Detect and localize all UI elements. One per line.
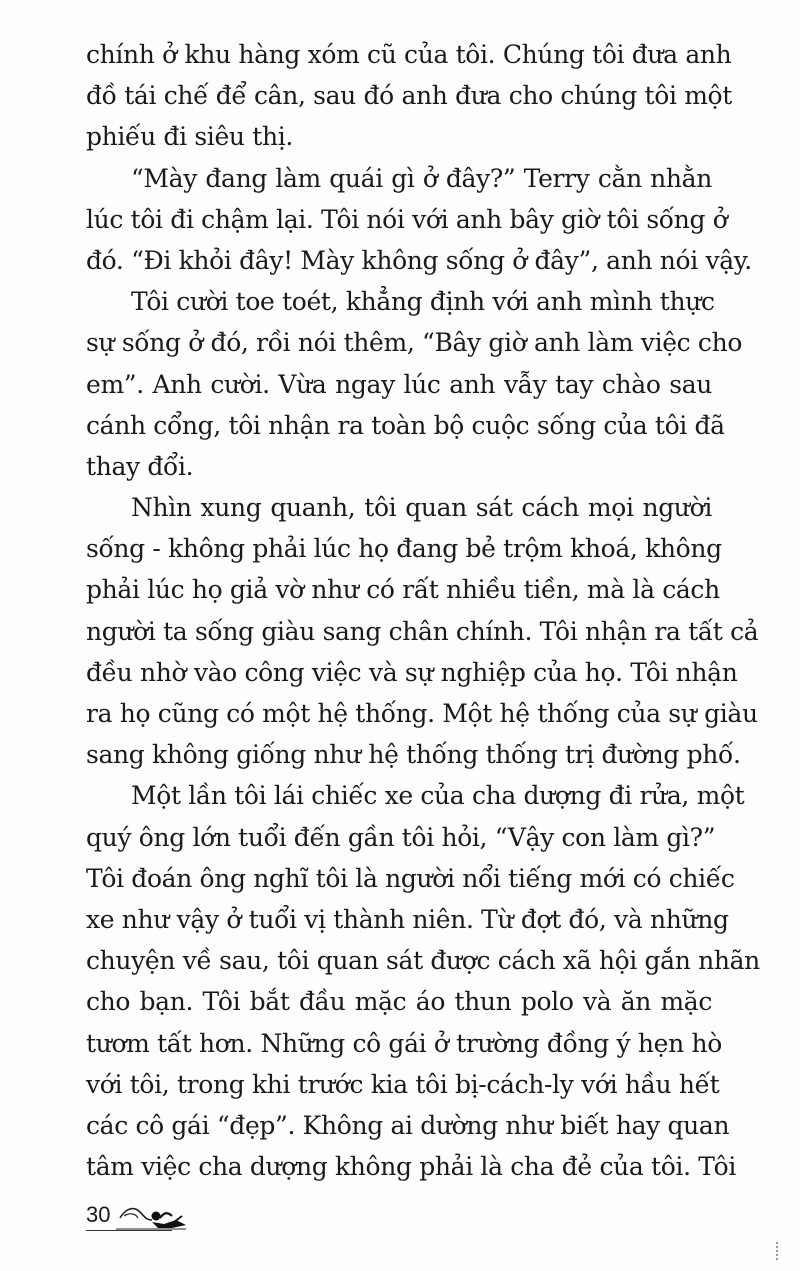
text-line: đó. “Đi khỏi đây! Mày không sống ở đây”, anh nói vậy. (86, 245, 752, 275)
page-number: 30 (86, 1202, 111, 1227)
text-line: cánh cổng, tôi nhận ra toàn bộ cuộc sống của tôi đã (86, 410, 725, 440)
text-line: thay đổi. (86, 451, 194, 481)
text-line: đồ tái chế để cân, sau đó anh đưa cho chúng tôi một (86, 81, 732, 111)
text-line: đều nhờ vào công việc và sự nghiệp của họ. Tôi nhận (86, 657, 738, 687)
text-line: sự sống ở đó, rồi nói thêm, “Bây giờ anh làm việc cho (86, 328, 743, 358)
text-line: người ta sống giàu sang chân chính. Tôi nhận ra tất cả (86, 616, 759, 646)
text-line: tâm việc cha dượng không phải là cha đẻ của tôi. Tôi (86, 1152, 736, 1182)
text-line: tươm tất hơn. Những cô gái ở trường đồng ý hẹn hò (86, 1028, 722, 1058)
text-line: chính ở khu hàng xóm cũ của tôi. Chúng tôi đưa anh (86, 40, 732, 69)
text-line: Một lần tôi lái chiếc xe của cha dượng đi rửa, một (131, 781, 745, 811)
text-line: xe như vậy ở tuổi vị thành niên. Từ đợt đó, và những (86, 904, 729, 934)
text-line: lúc tôi đi chậm lại. Tôi nói với anh bây giờ tôi sống ở (86, 204, 728, 234)
text-line: “Mày đang làm quái gì ở đây?” Terry cằn nhằn (131, 163, 712, 193)
text-line: Tôi cười toe toét, khẳng định với anh mình thực (131, 287, 715, 317)
text-line: em”. Anh cười. Vừa ngay lúc anh vẫy tay chào sau (86, 369, 712, 399)
text-line: ra họ cũng có một hệ thống. Một hệ thống của sự giàu (86, 699, 758, 728)
text-line: chuyện về sau, tôi quan sát được cách xã hội gắn nhãn (86, 946, 760, 976)
text-line: phiếu đi siêu thị. (86, 122, 293, 152)
reclining-figure-ornament-icon (116, 1198, 188, 1234)
text-line: quý ông lớn tuổi đến gần tôi hỏi, “Vậy con làm gì?” (86, 822, 716, 852)
text-line: các cô gái “đẹp”. Không ai dường như biết hay quan (86, 1110, 730, 1140)
page-edge-mark (776, 1242, 778, 1262)
text-line: sống - không phải lúc họ đang bẻ trộm khoá, không (86, 534, 722, 564)
text-line: cho bạn. Tôi bắt đầu mặc áo thun polo và ăn mặc (86, 987, 712, 1017)
body-text (86, 34, 760, 1187)
text-line: Tôi đoán ông nghĩ tôi là người nổi tiếng mới có chiếc (86, 863, 735, 893)
text-line: Nhìn xung quanh, tôi quan sát cách mọi người (131, 493, 712, 523)
text-line: với tôi, trong khi trước kia tôi bị-cách-ly với hầu hết (86, 1069, 720, 1099)
page-footer (86, 1198, 286, 1238)
text-line: phải lúc họ giả vờ như có rất nhiều tiền, mà là cách (86, 575, 720, 605)
text-line: sang không giống như hệ thống thống trị đường phố. (86, 740, 741, 770)
